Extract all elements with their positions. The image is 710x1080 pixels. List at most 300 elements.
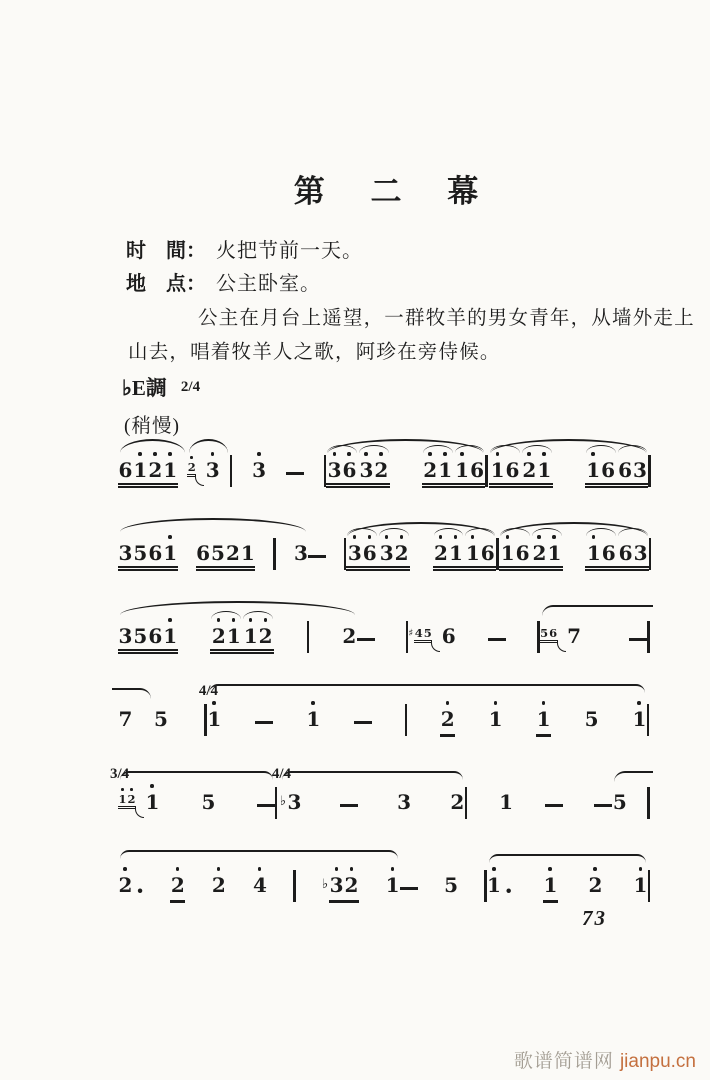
note-group — [308, 518, 346, 571]
note-digits — [543, 874, 558, 903]
note-digit: 3 — [294, 541, 308, 565]
note — [499, 542, 563, 571]
note-digit: 2 — [423, 458, 438, 482]
note — [408, 625, 456, 654]
place-value: 公主卧室。 — [216, 273, 321, 295]
note — [488, 708, 503, 737]
note-digits — [210, 625, 274, 654]
note-digits — [294, 542, 309, 571]
note-group — [400, 850, 486, 903]
slurred-pair — [521, 459, 553, 481]
note-group — [271, 766, 465, 820]
note-digit: 6 — [441, 624, 456, 648]
note-digits — [118, 708, 133, 737]
note-digit: 5 — [584, 707, 599, 731]
note-digits — [205, 459, 220, 488]
note-digits — [153, 708, 168, 737]
note-digits — [487, 874, 502, 903]
note-digit: 6 — [362, 541, 377, 565]
note-digits — [287, 791, 302, 820]
note-digit: 1 — [586, 541, 601, 565]
note — [633, 874, 648, 903]
duration-dash — [354, 721, 372, 724]
note — [342, 625, 357, 654]
barline — [273, 538, 275, 570]
note-group — [612, 771, 647, 820]
slurred-pair — [585, 459, 617, 481]
note-digit: 3 — [118, 541, 133, 565]
note-digits — [252, 459, 267, 488]
note-digit: 6 — [342, 458, 357, 482]
note — [584, 708, 599, 737]
note-digit: 1 — [133, 458, 148, 482]
time-signature-mark: 3/4 — [110, 766, 130, 782]
watermark — [514, 1046, 696, 1073]
note — [585, 459, 649, 488]
barline — [485, 455, 487, 487]
place-label: 地 点： — [126, 273, 206, 295]
slurred-pair — [346, 542, 378, 564]
note-digit: 2 — [532, 541, 547, 565]
note-digits — [632, 708, 647, 737]
duration-dash — [629, 638, 647, 641]
note-digit: 3 — [118, 624, 133, 648]
note — [450, 791, 465, 820]
note — [271, 766, 302, 820]
note-group — [649, 518, 652, 571]
note-digit: 5 — [153, 707, 168, 731]
note-digits — [567, 625, 582, 654]
grace-digits — [187, 461, 196, 477]
note-digits — [252, 874, 267, 903]
note — [153, 708, 168, 737]
slurred-pair — [489, 459, 521, 481]
note-digit: 2 — [258, 624, 273, 648]
note-digit: 1 — [163, 624, 178, 648]
note-digits — [488, 708, 503, 737]
note-digit: 5 — [133, 541, 148, 565]
slurred-pair — [210, 625, 242, 647]
note-digit: 5 — [444, 873, 459, 897]
grace-slur — [135, 807, 144, 818]
note — [118, 542, 178, 571]
note — [252, 874, 267, 903]
slurred-pair — [422, 459, 454, 481]
note — [487, 874, 513, 903]
note-digit: 1 — [499, 790, 514, 814]
note-digit: 5 — [201, 790, 216, 814]
time-row — [126, 234, 363, 263]
note-digit: 1 — [500, 541, 515, 565]
note-digits — [585, 542, 649, 571]
accidental-icon: ♭ — [279, 794, 287, 809]
grace-digits — [118, 793, 136, 809]
note-digit: 1 — [240, 541, 255, 565]
note-group — [465, 767, 613, 820]
note-digit: 6 — [601, 541, 616, 565]
barline — [647, 621, 649, 653]
note-digit: 1 — [118, 792, 127, 806]
note-digit: 7 — [567, 624, 582, 648]
note-digit: 1 — [487, 873, 501, 897]
note-digits — [306, 708, 321, 737]
note — [632, 708, 647, 737]
note-digits — [118, 625, 178, 654]
note-digit: 2 — [394, 541, 409, 565]
note — [198, 683, 222, 737]
place-row — [126, 267, 321, 296]
note-digit: 2 — [434, 541, 448, 565]
note-digits — [536, 708, 551, 737]
slurred-pair — [499, 542, 531, 564]
note — [326, 459, 390, 488]
accidental-icon: ♭ — [321, 877, 329, 892]
duration-dash — [308, 555, 326, 558]
note-digits — [196, 542, 256, 571]
note — [346, 542, 410, 571]
note-digit: 3 — [347, 541, 362, 565]
note-group — [648, 435, 652, 488]
note-group — [198, 683, 647, 737]
note-digit: 6 — [515, 541, 530, 565]
note-digit: 1 — [632, 707, 647, 731]
time-label: 时 間： — [126, 240, 206, 262]
note-digit: 6 — [505, 458, 520, 482]
note-digits — [584, 708, 599, 737]
slurred-pair — [531, 542, 563, 564]
time-signature-mark: 4/4 — [271, 766, 292, 782]
act-title: 第 二 幕 — [293, 174, 485, 209]
note-group — [118, 518, 308, 571]
duration-dash — [545, 804, 563, 807]
score — [110, 426, 652, 924]
note-group — [118, 688, 153, 737]
barline — [648, 870, 650, 902]
note-digits — [342, 625, 357, 654]
note-digits — [499, 791, 514, 820]
note-digit: 6 — [148, 624, 163, 648]
note — [540, 625, 582, 654]
note-digit: 1 — [543, 873, 558, 897]
note-digit: 5 — [133, 624, 148, 648]
note-digits — [440, 708, 455, 737]
barline — [647, 704, 649, 736]
note — [397, 791, 412, 820]
grace-digits — [414, 627, 432, 643]
note-digit: 1 — [163, 458, 178, 482]
note-digit: 2 — [450, 790, 465, 814]
note — [489, 459, 553, 488]
note-digit: 5 — [423, 626, 432, 640]
duration-dash — [488, 638, 506, 641]
slurred-pair — [358, 459, 390, 481]
time-value: 火把节前一天。 — [216, 240, 363, 262]
note — [196, 542, 256, 571]
note-group — [346, 522, 496, 571]
note — [118, 625, 178, 654]
note-digits — [329, 874, 359, 903]
score-line-1 — [118, 426, 652, 488]
note-digit: 3 — [329, 873, 344, 897]
score-line-5 — [110, 758, 652, 820]
duration-dash — [286, 472, 304, 475]
slurred-pair — [326, 459, 358, 481]
note-digit: 1 — [455, 458, 470, 482]
grace-digits — [540, 627, 558, 643]
note — [210, 625, 274, 654]
note-digit: 1 — [438, 458, 453, 482]
barline — [405, 704, 407, 736]
grace-slur — [195, 475, 204, 486]
note-digits — [612, 791, 627, 820]
note-digits — [499, 542, 563, 571]
duration-dash — [340, 804, 358, 807]
note-digit: 3 — [633, 541, 648, 565]
note-digit: 1 — [145, 790, 160, 814]
note-digits — [207, 708, 222, 737]
note-digit: 4 — [252, 873, 267, 897]
note-digit: 6 — [196, 541, 211, 565]
barline — [649, 538, 651, 570]
note — [252, 459, 267, 488]
slurred-pair — [617, 459, 649, 481]
note-digit: 2 — [187, 460, 196, 474]
note-digit: 6 — [549, 626, 558, 640]
note-group — [647, 767, 652, 820]
note — [201, 791, 216, 820]
note-digits — [422, 459, 486, 488]
note-digit: 2 — [118, 873, 133, 897]
note — [110, 766, 160, 820]
score-line-4 — [118, 675, 652, 737]
slurred-pair — [454, 459, 486, 481]
note-group — [187, 439, 229, 488]
note-digit: 1 — [243, 624, 258, 648]
note — [433, 542, 497, 571]
note-digit: 1 — [226, 624, 241, 648]
slurred-pair — [617, 542, 649, 564]
barline — [307, 621, 309, 653]
note-digits — [145, 791, 160, 820]
stage-direction-line1: 公主在月台上遥望，一群牧羊的男女青年，从墙外走上 — [198, 308, 695, 329]
note-digit: 1 — [207, 707, 222, 731]
note-digit: 6 — [618, 541, 633, 565]
note-digit: 1 — [586, 458, 601, 482]
note-group — [647, 601, 652, 654]
note-digit: 3 — [359, 458, 374, 482]
note — [543, 874, 558, 903]
note-digits — [118, 459, 178, 488]
note-digits — [444, 874, 459, 903]
score-line-6 — [118, 841, 652, 903]
note-digit: 1 — [536, 707, 551, 731]
note-digits — [170, 874, 185, 903]
stage-direction-line2: 山去，唱着牧羊人之歌，阿珍在旁侍候。 — [128, 342, 501, 363]
note-digits — [588, 874, 603, 903]
note-digit: 2 — [374, 458, 389, 482]
barline — [648, 455, 650, 487]
note-digit: 1 — [465, 541, 480, 565]
note-digit: 6 — [618, 458, 633, 482]
note-digit: 1 — [306, 707, 321, 731]
note-digit: 2 — [225, 541, 240, 565]
note-digit: 1 — [490, 458, 505, 482]
note — [440, 708, 455, 737]
barline — [275, 787, 277, 819]
note — [612, 791, 627, 820]
note-digit: 3 — [327, 458, 342, 482]
note — [322, 874, 359, 903]
note-group — [230, 435, 326, 488]
note — [118, 874, 144, 903]
augmentation-dot: · — [135, 876, 145, 905]
slurred-pair — [242, 625, 274, 647]
note-group — [118, 601, 357, 654]
slurred-pair — [464, 542, 496, 564]
note-digits — [450, 791, 465, 820]
slurred-pair — [585, 542, 617, 564]
note — [444, 874, 459, 903]
note-digits — [326, 459, 390, 488]
note-digit: 3 — [205, 458, 220, 482]
note-digits — [633, 874, 648, 903]
duration-dash — [257, 804, 275, 807]
note-digit: 3 — [287, 790, 302, 814]
barline — [647, 787, 649, 819]
note-digit: 2 — [127, 792, 136, 806]
note — [187, 459, 220, 488]
duration-dash — [400, 887, 418, 890]
note — [170, 874, 185, 903]
note-digits — [346, 542, 410, 571]
note-group — [489, 439, 648, 488]
note-digit: 6 — [470, 458, 484, 482]
key-signature-line — [122, 372, 200, 402]
barline — [293, 870, 295, 902]
note — [306, 708, 321, 737]
watermark-site-name: 歌谱简谱网 — [513, 1051, 614, 1072]
note-digit: 7 — [118, 707, 133, 731]
note-group — [487, 854, 648, 903]
note-digit: 2 — [211, 624, 226, 648]
note-digit: 1 — [163, 541, 178, 565]
grace-slur — [557, 641, 566, 652]
note-digit: 6 — [118, 458, 133, 482]
note-group — [118, 439, 187, 488]
note-digit: 1 — [537, 458, 552, 482]
note — [118, 459, 178, 488]
slurred-pair — [433, 542, 465, 564]
note-digit: 2 — [170, 873, 185, 897]
note-digit: 5 — [612, 790, 627, 814]
accidental-icon: ♯ — [408, 628, 414, 639]
note-digit: 5 — [540, 626, 549, 640]
note-digit: 1 — [488, 707, 503, 731]
note — [422, 459, 486, 488]
note — [385, 874, 400, 903]
note-digit: 6 — [601, 458, 616, 482]
time-signature-mark: 4/4 — [198, 683, 218, 699]
note-group — [499, 522, 649, 571]
note-group — [118, 850, 400, 903]
note-digit: 2 — [344, 873, 359, 897]
note-digits — [211, 874, 226, 903]
grace-notes — [187, 461, 196, 477]
note-digits — [385, 874, 400, 903]
note-digits — [585, 459, 649, 488]
note-digit: 2 — [148, 458, 163, 482]
duration-dash — [594, 804, 612, 807]
note-digit: 6 — [480, 541, 495, 565]
note-digit: 1 — [547, 541, 562, 565]
note-group — [326, 439, 485, 488]
barline — [230, 455, 232, 487]
grace-slur — [431, 641, 440, 652]
note — [499, 791, 514, 820]
note-digits — [397, 791, 412, 820]
watermark-url: jianpu.cn — [619, 1051, 696, 1072]
note-digits — [201, 791, 216, 820]
note-digit: 5 — [211, 541, 225, 565]
note-digit: 2 — [588, 873, 603, 897]
note-group — [540, 605, 648, 654]
duration-dash — [357, 638, 375, 641]
note-digits — [433, 542, 497, 571]
note-group — [408, 601, 539, 654]
note-digits — [441, 625, 456, 654]
note — [294, 542, 309, 571]
augmentation-dot: · — [504, 876, 513, 905]
note-digit: 6 — [148, 541, 163, 565]
grace-notes — [118, 793, 136, 809]
note-digits — [118, 542, 178, 571]
note-digit: 2 — [522, 458, 537, 482]
note-digit: 2 — [342, 624, 357, 648]
note-digit: 2 — [211, 873, 226, 897]
note-digit: 1 — [385, 873, 400, 897]
key-signature: ♭E調 — [122, 376, 167, 400]
duration-dash — [255, 721, 273, 724]
note-group — [357, 601, 409, 654]
note-digits — [489, 459, 553, 488]
note-group — [647, 684, 652, 737]
note — [588, 874, 603, 903]
note — [118, 708, 133, 737]
grace-notes — [408, 627, 432, 643]
note-digit: 3 — [633, 458, 647, 482]
meter: 2/4 — [180, 379, 201, 395]
barline — [465, 787, 467, 819]
tempo-marking: (稍慢) — [124, 416, 180, 437]
slurred-pair — [378, 542, 410, 564]
note-digit: 3 — [379, 541, 394, 565]
note-digit: 2 — [440, 707, 455, 731]
note — [585, 542, 649, 571]
note — [211, 874, 226, 903]
score-line-2 — [118, 509, 652, 571]
note-digit: 1 — [448, 541, 463, 565]
note-digits — [118, 874, 133, 903]
note-digit: 4 — [414, 626, 423, 640]
note-group — [110, 766, 275, 820]
note-digit: 3 — [252, 458, 267, 482]
note — [536, 708, 551, 737]
score-line-3 — [118, 592, 652, 654]
note-digit: 1 — [633, 873, 648, 897]
note-group — [648, 850, 652, 903]
page-number: 73 — [582, 906, 607, 930]
note-digit: 3 — [397, 790, 411, 814]
